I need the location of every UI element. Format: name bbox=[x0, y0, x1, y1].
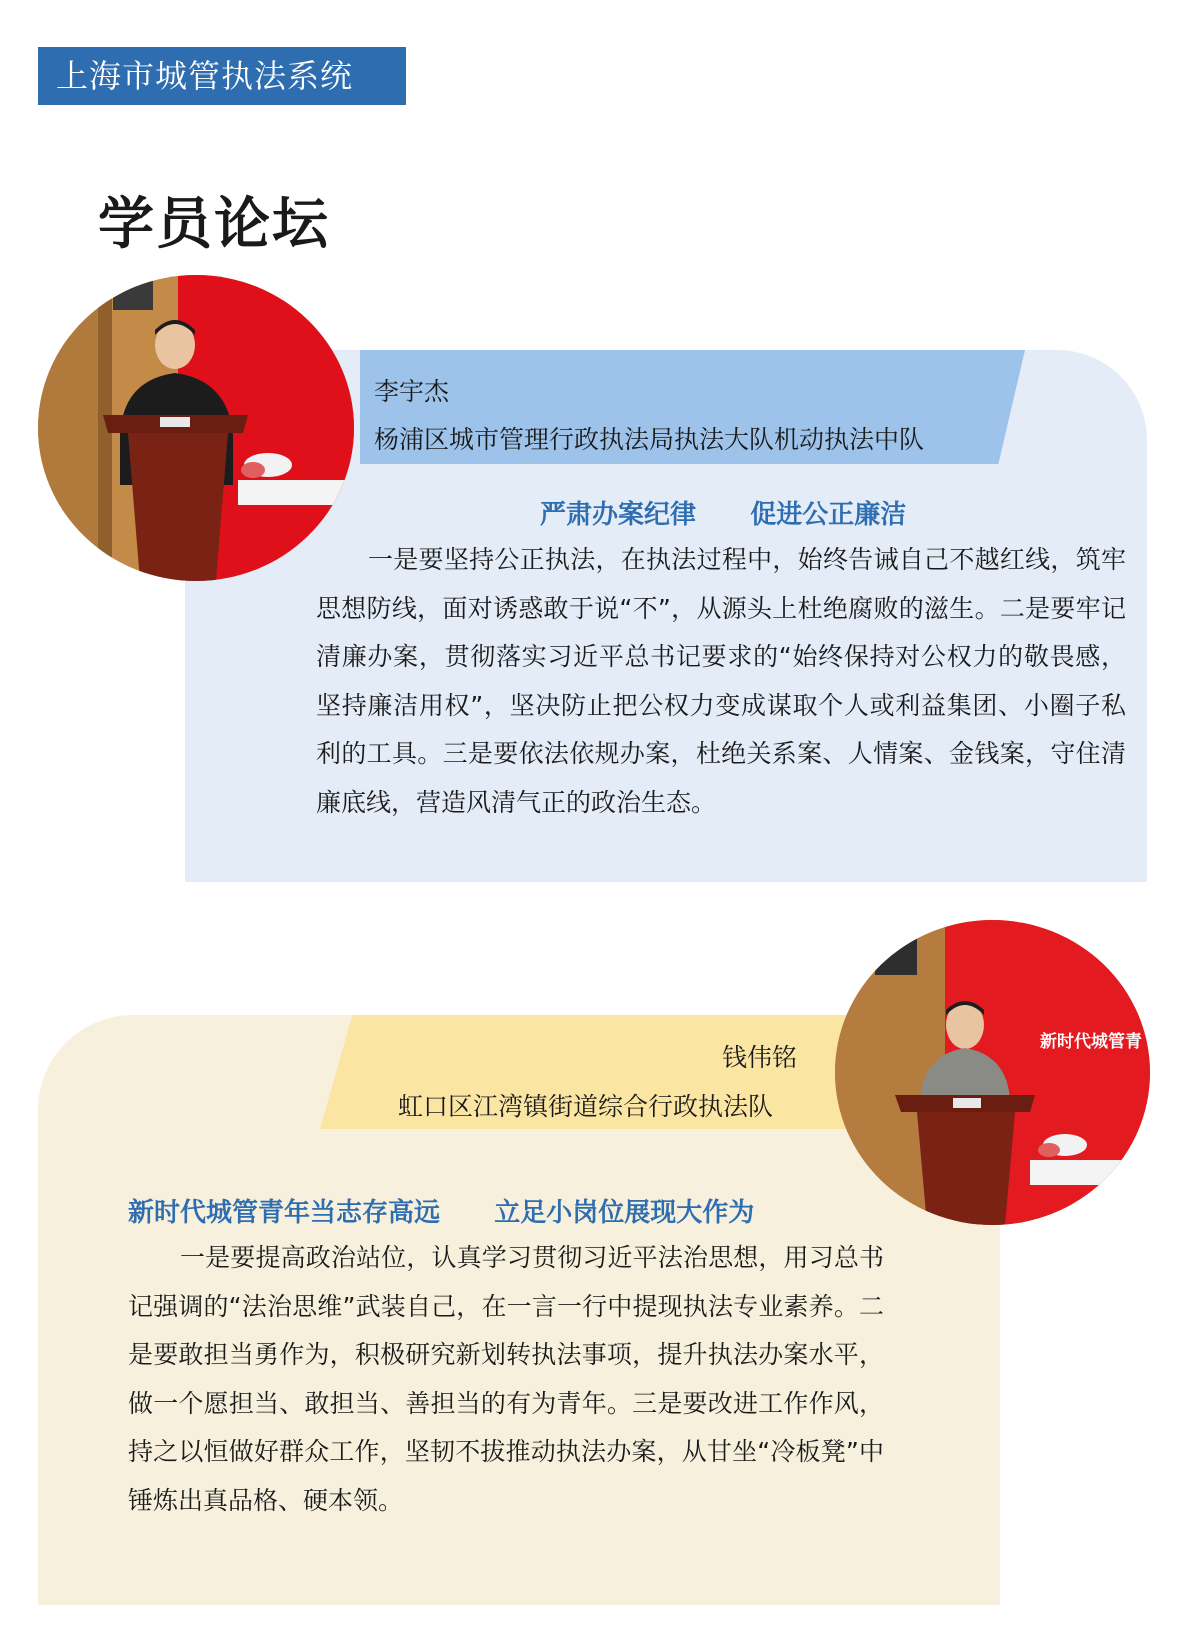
article-1-body: 一是要坚持公正执法，在执法过程中，始终告诫自己不越红线，筑牢思想防线，面对诱惑敢于说“不”，从源头上杜绝腐败的滋生。二是要牢记清廉办案，贯彻落实习近平总书记要求的“始终保持对公权力的敬畏感，坚持廉洁用权”，坚决防止把公权力变成谋取个人或利益集团、小圈子私利的工具。三是要依法依规办案，杜绝关系案、人情案、金钱案，守住清廉底线，营造风清气正的政治生态。 bbox=[316, 545, 1126, 817]
system-name-tag: 上海市城管执法系统 bbox=[38, 47, 406, 105]
speaker-2-photo bbox=[835, 920, 1150, 1225]
speaker-1-photo bbox=[38, 275, 354, 581]
article-1-author-name: 李宇杰 bbox=[374, 377, 450, 406]
backdrop-text: 新时代城管青 bbox=[1040, 1032, 1142, 1052]
article-2-author-org: 虹口区江湾镇街道综合行政执法队 bbox=[398, 1092, 774, 1121]
article-2-body: 一是要提高政治站位，认真学习贯彻习近平法治思想，用习总书记强调的“法治思维”武装自己，在一言一行中提现执法专业素养。二是要敢担当勇作为，积极研究新划转执法事项，提升执法办案水平，做一个愿担当、敢担当、善担当的有为青年。三是要改进工作作风，持之以恒做好群众工作，坚韧不拔推动执法办案，从甘坐“冷板凳”中锤炼出真品格、硬本领。 bbox=[128, 1243, 884, 1515]
article-2-headline: 新时代城管青年当志存高远 立足小岗位展现大作为 bbox=[128, 1198, 755, 1228]
article-2-author-name: 钱伟铭 bbox=[722, 1043, 798, 1072]
section-title: 学员论坛 bbox=[98, 192, 330, 257]
article-1-author-org: 杨浦区城市管理行政执法局执法大队机动执法中队 bbox=[374, 425, 925, 454]
article-1-headline: 严肃办案纪律 促进公正廉洁 bbox=[540, 500, 907, 530]
